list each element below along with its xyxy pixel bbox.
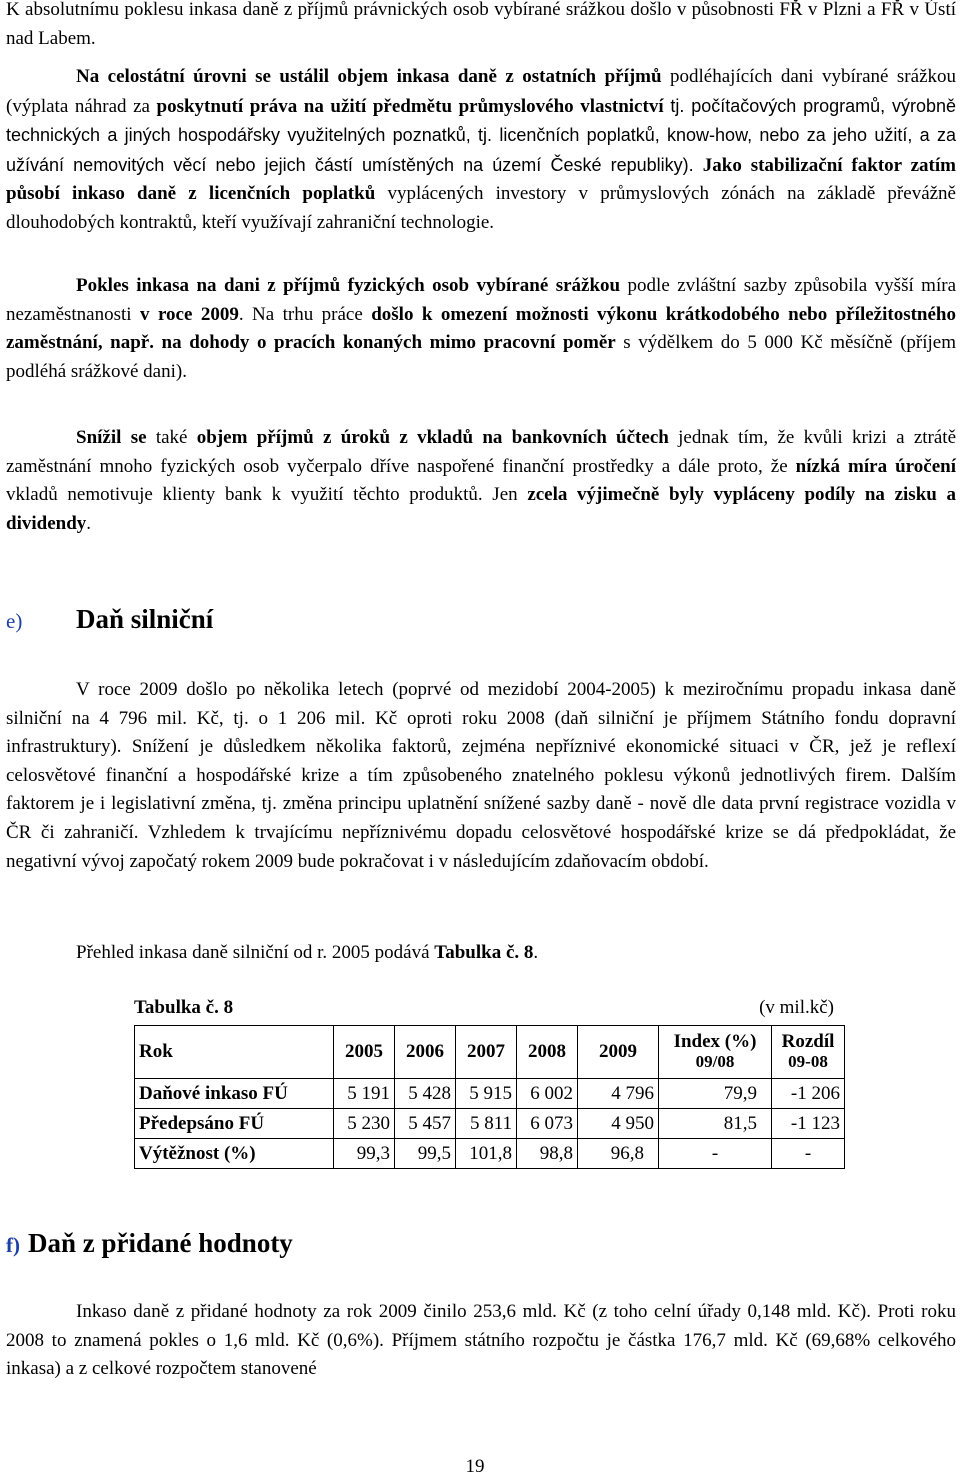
- section-letter: e): [6, 609, 23, 633]
- table-cell: -: [659, 1139, 772, 1169]
- table-row: [135, 1139, 845, 1169]
- text-run: .: [533, 942, 539, 963]
- bold-phrase: Pokles inkasa na dani z příjmů fyzických osob vybírané srážkou: [76, 275, 621, 296]
- tax-table: [134, 1025, 845, 1169]
- text-run: podléhajících dani vybírané srážkou (výplata náhrad za: [6, 66, 956, 117]
- table-caption: Tabulka č. 8: [134, 997, 234, 1018]
- table-cell: 99,5: [395, 1139, 456, 1169]
- table-cell: 79,9: [659, 1079, 772, 1109]
- bold-phrase: došlo k omezení možnosti výkonu krátkodobého nebo příležitostného zaměstnání, např. na dohody o pracích konaných mimo pracovní poměr: [6, 303, 956, 354]
- table-cell: 5 191: [334, 1079, 395, 1109]
- text-run: Přehled inkasa daně silniční od r. 2005 podává: [76, 942, 435, 963]
- table-cell: 5 457: [395, 1109, 456, 1139]
- section-heading-vat: [6, 1228, 293, 1259]
- header-year: 2006: [395, 1026, 456, 1079]
- header-rok: Rok: [135, 1026, 334, 1079]
- header-diff: [772, 1026, 845, 1079]
- bold-phrase: Na celostátní úrovni se ustálil objem inkasa daně z ostatních příjmů: [76, 66, 662, 87]
- header-year: 2007: [456, 1026, 517, 1079]
- table-cell: 4 796: [578, 1079, 659, 1109]
- paragraph-interest-income: [6, 424, 956, 538]
- row-label: Předepsáno FÚ: [135, 1109, 334, 1139]
- paragraph-pit-withholding: [6, 272, 956, 386]
- bold-phrase: poskytnutí práva na užití předmětu průmyslového vlastnictví: [156, 95, 664, 117]
- row-label: Výtěžnost (%): [135, 1139, 334, 1169]
- text-run: podle zvláštní sazby způsobila vyšší míra nezaměstnanosti: [6, 275, 956, 325]
- header-year: 2009: [578, 1026, 659, 1079]
- table-reference: Tabulka č. 8: [434, 942, 534, 963]
- table-cell: 5 811: [456, 1109, 517, 1139]
- paragraph-road-tax: V roce 2009 došlo po několika letech (poprvé od mezidobí 2004-2005) k meziročnímu propadu inkasa daně silniční na 4 796 mil. Kč, tj. o 1 206 mil. Kč oproti roku 2008 (daň silniční je příjmem Státního fondu dopravní infrastruktury). Snížení je důsledkem několika faktorů, zejména nepříznivé ekonomické situaci v ČR, jež je reflexí celosvětové finanční a hospodářské krize a tím způsobeného znatelného poklesu výkonů jednotlivých firem. Dalším faktorem je i legislativní změna, tj. změna principu uplatnění snížené sazby daně - nově dle data první registrace vozidla v ČR či zahraničí. Vzhledem k trvajícímu nepříznivému dopadu celosvětové hospodářské krize se dá předpokládat, že negativní vývoj započatý rokem 2009 bude pokračovat i v následujícím zdaňovacím období.: [6, 679, 956, 872]
- header-index-sub: 09/08: [695, 1052, 735, 1071]
- table-cell: 5 230: [334, 1109, 395, 1139]
- text-run: tj. počítačových programů, výrobně technických a jiných hospodářsky využitelných poznatků, tj. licenčních poplatků, know-how, nebo za jeho užití, a za užívání nemovitých věcí nebo jejich částí umístěných na území České republiky).: [6, 95, 957, 175]
- text-run: také: [146, 427, 197, 448]
- bold-phrase: objem příjmů z úroků z vkladů na bankovních účtech: [196, 427, 669, 448]
- paragraph-vat: Inkaso daně z přidané hodnoty za rok 2009 činilo 253,6 mld. Kč (z toho celní úřady 0,148 mld. Kč). Proti roku 2008 to znamená pokles o 1,6 mld. Kč (0,6%). Příjmem státního rozpočtu je částka 176,7 mld. Kč (69,68% celkového inkasa) a z celkové rozpočtem stanovené: [6, 1301, 956, 1380]
- section-title: Daň z přidané hodnoty: [28, 1228, 293, 1258]
- bold-phrase: Jako stabilizační faktor zatím působí inkaso daně z licenčních poplatků: [6, 154, 956, 205]
- table-cell: 81,5: [659, 1109, 772, 1139]
- section-title: Daň silniční: [76, 604, 214, 634]
- text-run: .: [86, 512, 92, 534]
- page-number: 19: [465, 1456, 485, 1477]
- table-cell: -: [772, 1139, 845, 1169]
- text-run: . Na trhu práce: [238, 303, 372, 325]
- bold-phrase: nízká míra úročení: [795, 455, 956, 477]
- table-unit: (v mil.kč): [759, 997, 834, 1018]
- header-diff-sub: 09-08: [788, 1052, 828, 1071]
- header-year: 2005: [334, 1026, 395, 1079]
- header-index: [659, 1026, 772, 1079]
- table-cell: 99,3: [334, 1139, 395, 1169]
- table-cell: 5 428: [395, 1079, 456, 1109]
- paragraph-other-income: [6, 63, 956, 238]
- table-cell: 6 073: [517, 1109, 578, 1139]
- table-cell: -1 206: [772, 1079, 845, 1109]
- bold-phrase: Snížil se: [76, 427, 147, 448]
- table-header-row: [135, 1026, 845, 1079]
- table-cell: -1 123: [772, 1109, 845, 1139]
- table-cell: 4 950: [578, 1109, 659, 1139]
- table-caption-row: [134, 997, 834, 1019]
- text-run: vyplácených investory v průmyslových zónách na základě převážně dlouhodobých kontraktů, kteří využívají zahraniční technologie.: [6, 183, 956, 233]
- table-cell: 96,8: [578, 1139, 659, 1169]
- table-cell: 98,8: [517, 1139, 578, 1169]
- bold-phrase: v roce 2009: [140, 303, 239, 325]
- text-run: vkladů nemotivuje klienty bank k využití těchto produktů. Jen: [6, 484, 528, 506]
- table-row: [135, 1109, 845, 1139]
- intro-paragraph: K absolutnímu poklesu inkasa daně z příjmů právnických osob vybírané srážkou došlo v působnosti FŘ v Plzni a FŘ v Ústí nad Labem.: [6, 0, 956, 49]
- text-run: s výdělkem do 5 000 Kč měsíčně (příjem podléhá srážkové dani).: [6, 332, 956, 382]
- table-cell: 6 002: [517, 1079, 578, 1109]
- row-label: Daňové inkaso FÚ: [135, 1079, 334, 1109]
- bold-phrase: zcela výjimečně byly vypláceny podíly na zisku a dividendy: [6, 484, 957, 534]
- text-run: jednak tím, že kvůli krizi a ztrátě zaměstnání mnoho fyzických osob vyčerpalo dříve naspořené finanční prostředky a dále proto, že: [6, 427, 956, 477]
- header-year: 2008: [517, 1026, 578, 1079]
- header-diff-top: Rozdíl: [781, 1031, 835, 1052]
- table-cell: 5 915: [456, 1079, 517, 1109]
- table-cell: 101,8: [456, 1139, 517, 1169]
- table-row: [135, 1079, 845, 1109]
- section-heading-road-tax: [6, 604, 213, 635]
- section-letter: f): [6, 1233, 20, 1257]
- paragraph-table-reference: [6, 939, 956, 968]
- header-index-top: Index (%): [673, 1031, 757, 1052]
